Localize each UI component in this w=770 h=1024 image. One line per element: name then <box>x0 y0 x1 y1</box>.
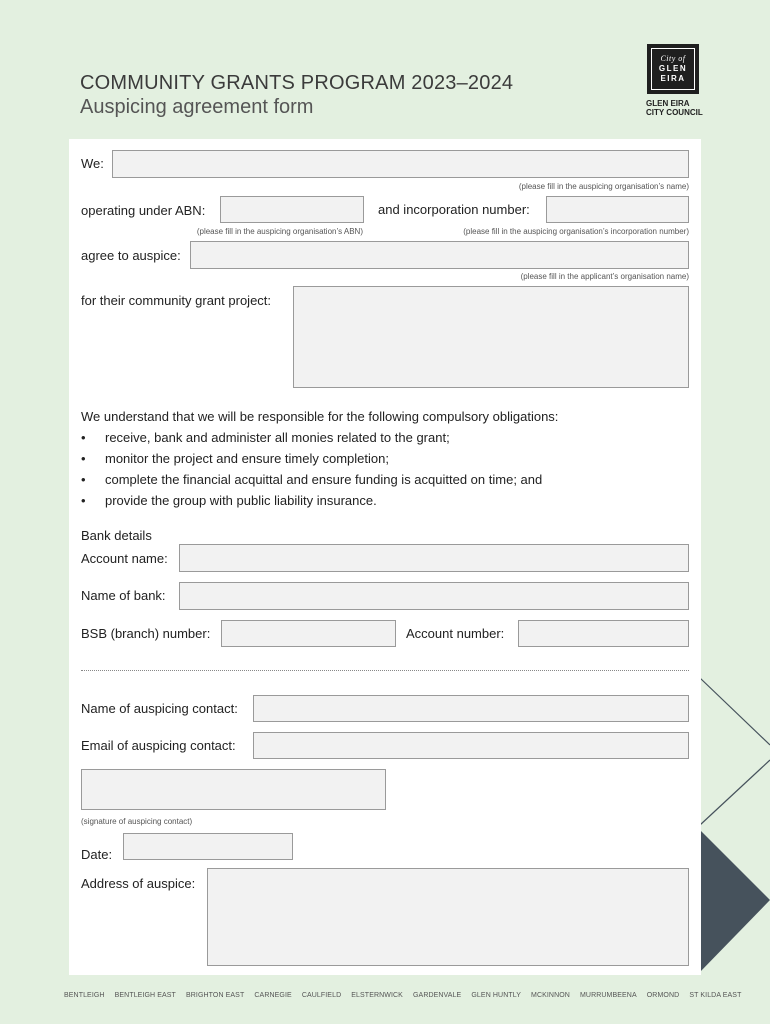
bank-name-field[interactable] <box>179 582 689 610</box>
bsb-field[interactable] <box>221 620 396 647</box>
suburb: ST KILDA EAST <box>689 992 742 999</box>
bank-details-heading: Bank details <box>81 528 152 543</box>
auspice-label: agree to auspice: <box>81 248 181 263</box>
suburb: MCKINNON <box>531 992 570 999</box>
page-subtitle: Auspicing agreement form <box>80 96 314 118</box>
obligations-intro: We understand that we will be responsible for the following compulsory obligations: <box>81 409 559 424</box>
abn-hint: (please fill in the auspicing organisation’s ABN) <box>196 227 363 236</box>
signature-field[interactable] <box>81 769 386 810</box>
bsb-label: BSB (branch) number: <box>81 626 211 641</box>
suburb: CAULFIELD <box>301 992 342 999</box>
auspicing-org-name-field[interactable] <box>112 150 689 178</box>
logo-eira: EIRA <box>660 74 686 83</box>
obligation-item: • receive, bank and administer all monies related to the grant; <box>81 430 542 451</box>
obligation-item: • provide the group with public liability insurance. <box>81 493 542 514</box>
obligation-item: • complete the financial acquittal and ensure funding is acquitted on time; and <box>81 472 542 493</box>
contact-name-label: Name of auspicing contact: <box>81 701 238 716</box>
suburb: BENTLEIGH <box>64 992 105 999</box>
logo-city-of: City of <box>660 54 686 63</box>
project-description-field[interactable] <box>293 286 689 388</box>
suburb: CARNEGIE <box>254 992 292 999</box>
incorporation-hint: (please fill in the auspicing organisation’s incorporation number) <box>463 227 689 236</box>
logo-glen: GLEN <box>658 64 688 73</box>
footer-suburbs <box>64 992 749 999</box>
date-field[interactable] <box>123 833 293 860</box>
contact-name-field[interactable] <box>253 695 689 722</box>
suburb: GARDENVALE <box>413 992 462 999</box>
contact-email-field[interactable] <box>253 732 689 759</box>
suburb: BENTLEIGH EAST <box>114 992 176 999</box>
suburb: ELSTERNWICK <box>351 992 403 999</box>
council-logo <box>647 44 699 94</box>
logo-caption-line1: GLEN EIRA <box>646 99 690 108</box>
address-field[interactable] <box>207 868 689 966</box>
incorporation-number-field[interactable] <box>546 196 689 223</box>
obligations-list <box>81 430 542 514</box>
address-label: Address of auspice: <box>81 876 196 891</box>
project-label: for their community grant project: <box>81 293 272 308</box>
applicant-org-name-field[interactable] <box>190 241 689 269</box>
we-label: We: <box>81 156 104 171</box>
suburb: GLEN HUNTLY <box>471 992 521 999</box>
abn-label: operating under ABN: <box>81 203 206 218</box>
bank-name-label: Name of bank: <box>81 588 166 603</box>
contact-email-label: Email of auspicing contact: <box>81 738 236 753</box>
account-number-label: Account number: <box>406 626 505 641</box>
account-name-label: Account name: <box>81 551 168 566</box>
suburb: ORMOND <box>646 992 680 999</box>
logo-caption <box>646 99 703 117</box>
signature-hint: (signature of auspicing contact) <box>81 817 193 826</box>
obligation-item: • monitor the project and ensure timely completion; <box>81 451 542 472</box>
section-divider <box>81 670 689 671</box>
account-number-field[interactable] <box>518 620 689 647</box>
abn-field[interactable] <box>220 196 364 223</box>
auspice-hint: (please fill in the applicant’s organisation name) <box>520 272 689 281</box>
suburb: MURRUMBEENA <box>580 992 637 999</box>
suburb: BRIGHTON EAST <box>185 992 245 999</box>
incorporation-label: and incorporation number: <box>378 202 530 217</box>
logo-caption-line2: CITY COUNCIL <box>646 108 703 117</box>
page-title: COMMUNITY GRANTS PROGRAM 2023–2024 <box>80 72 514 94</box>
we-hint: (please fill in the auspicing organisation’s name) <box>518 182 689 191</box>
account-name-field[interactable] <box>179 544 689 572</box>
date-label: Date: <box>81 847 113 862</box>
